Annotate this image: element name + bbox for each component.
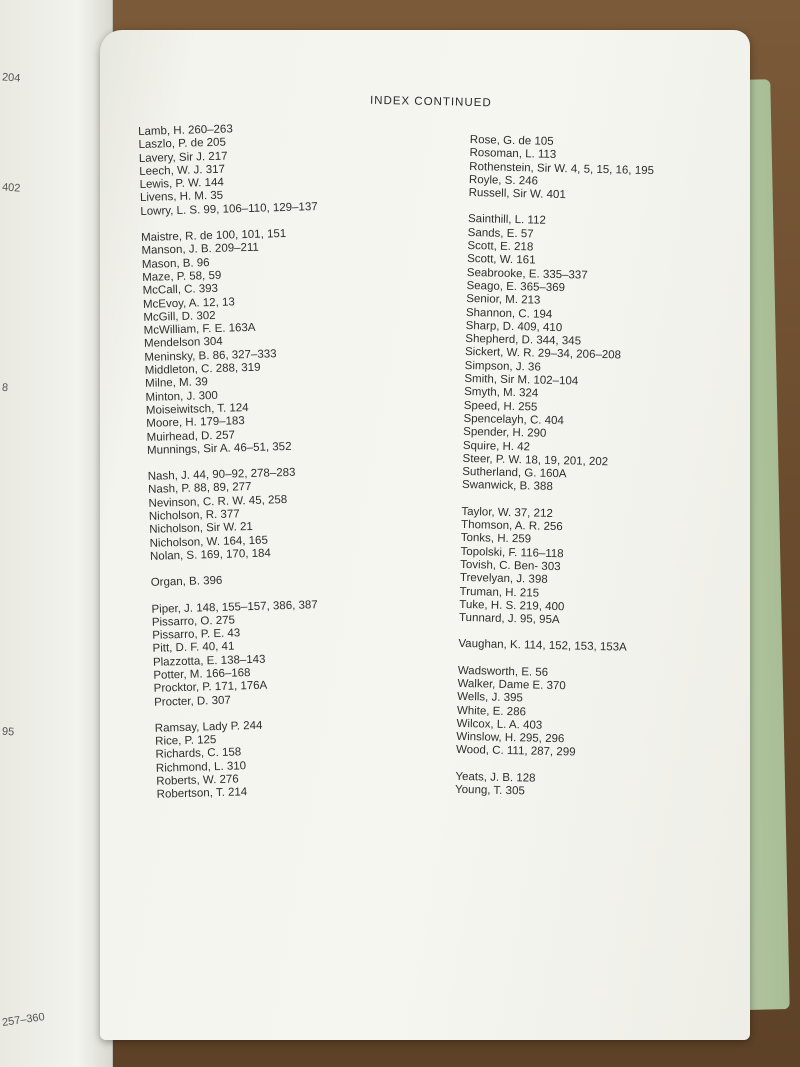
index-entry: Swanwick, B. 388	[461, 479, 553, 494]
left-page-mark: 95	[1, 725, 15, 739]
index-entry: Manson, J. B. 209–211	[141, 242, 260, 258]
index-entry: Plazzotta, E. 138–143	[152, 653, 266, 669]
index-entry: Truman, H. 215	[459, 585, 540, 600]
index-entry: Ramsay, Lady P. 244	[154, 719, 263, 735]
index-entry: Smyth, M. 324	[464, 386, 539, 400]
index-entry: Richmond, L. 310	[155, 760, 247, 775]
index-entry: Scott, W. 161	[467, 253, 536, 267]
index-entry: Livens, H. M. 35	[139, 190, 224, 205]
left-page	[0, 0, 113, 1067]
index-entry: Spencelayh, C. 404	[463, 412, 565, 428]
index-entry: Minton, J. 300	[145, 389, 218, 404]
index-entry: McGill, D. 302	[143, 309, 216, 324]
index-entry: Pissarro, P. E. 43	[152, 627, 241, 642]
index-entry: Young, T. 305	[454, 783, 525, 798]
index-letter-group	[458, 638, 643, 655]
index-entry: McWilliam, F. E. 163A	[143, 321, 256, 338]
index-entry: Nicholson, W. 164, 165	[149, 534, 269, 550]
index-entry: Sickert, W. R. 29–34, 206–208	[464, 346, 622, 362]
left-page-mark: 8	[1, 381, 9, 395]
index-entry: Tunnard, J. 95, 95A	[458, 611, 560, 627]
index-entry: Pitt, D. F. 40, 41	[152, 640, 235, 656]
index-entry: Wadsworth, E. 56	[457, 664, 549, 679]
index-entry: Nicholson, Sir W. 21	[149, 521, 253, 537]
index-entry: Procter, D. 307	[153, 694, 231, 709]
index-entry: Squire, H. 42	[462, 439, 531, 453]
index-entry: Piper, J. 148, 155–157, 386, 387	[151, 598, 318, 616]
index-entry: Shepherd, D. 344, 345	[465, 333, 582, 348]
index-column-right	[455, 134, 655, 814]
index-entry: Maistre, R. de 100, 101, 151	[140, 227, 287, 245]
index-entry: Smith, Sir M. 102–104	[464, 372, 579, 388]
index-letter-group	[151, 572, 329, 590]
index-entry: Moiseiwitsch, T. 124	[145, 401, 249, 417]
page-title: INDEX CONTINUED	[369, 94, 492, 110]
index-entry: Nicholson, R. 377	[148, 508, 240, 523]
index-letter-group	[468, 134, 654, 205]
index-entry: Walker, Dame E. 370	[457, 677, 566, 693]
index-entry: Thomson, A. R. 256	[460, 518, 563, 534]
index-entry: Lowry, L. S. 99, 106–110, 129–137	[140, 200, 318, 218]
index-entry: Tovish, C. Ben- 303	[460, 558, 561, 574]
index-entry: Yeats, J. B. 128	[455, 770, 536, 785]
index-entry: Rosoman, L. 113	[469, 147, 557, 162]
index-entry: Senior, M. 213	[466, 293, 541, 307]
index-entry: McEvoy, A. 12, 13	[142, 295, 235, 311]
index-entry: Organ, B. 396	[150, 575, 223, 590]
index-entry: Muirhead, D. 257	[146, 428, 236, 444]
index-letter-group	[459, 506, 646, 630]
index-entry: Meninsky, B. 86, 327–333	[144, 347, 277, 364]
index-entry: Procktor, P. 171, 176A	[153, 679, 268, 696]
index-entry: Mason, B. 96	[141, 256, 210, 271]
index-entry: Rice, P. 125	[155, 734, 217, 748]
index-letter-group	[455, 771, 640, 802]
index-entry: McCall, C. 393	[142, 283, 219, 298]
index-entry: Richards, C. 158	[155, 746, 242, 762]
index-entry: Wilcox, L. A. 403	[456, 717, 543, 732]
index-entry: Lavery, Sir J. 217	[138, 150, 228, 165]
index-entry: Winslow, H. 295, 296	[456, 731, 565, 746]
index-entry: Sainthill, L. 112	[467, 213, 546, 228]
index-entry: Potter, M. 166–168	[153, 667, 251, 682]
index-entry: Sharp, D. 409, 410	[465, 319, 563, 334]
index-entry: Leech, W. J. 317	[139, 163, 226, 178]
index-entry: Roberts, W. 276	[156, 773, 239, 788]
index-entry: Mendelson 304	[143, 336, 223, 351]
index-entry: Topolski, F. 116–118	[460, 545, 564, 560]
left-page-mark: 204	[1, 71, 21, 85]
index-entry: Royle, S. 246	[468, 173, 539, 188]
index-letter-group	[155, 718, 334, 803]
index-entry: Steer, P. W. 18, 19, 201, 202	[462, 452, 609, 469]
index-entry: Nolan, S. 169, 170, 184	[149, 547, 271, 563]
index-entry: Spender, H. 290	[463, 426, 547, 441]
index-entry: Vaughan, K. 114, 152, 153, 153A	[458, 638, 627, 655]
left-page-mark: 402	[1, 181, 21, 195]
index-entry: Rothenstein, Sir W. 4, 5, 15, 16, 195	[469, 160, 655, 177]
index-entry: Seabrooke, E. 335–337	[466, 266, 588, 282]
index-page	[100, 30, 750, 1040]
index-entry: Lamb, H. 260–263	[138, 123, 233, 138]
index-entry: Sands, E. 57	[467, 226, 534, 241]
index-entry: Rose, G. de 105	[469, 134, 554, 148]
index-entry: Russell, Sir W. 401	[468, 187, 566, 202]
index-entry: Nash, P. 88, 89, 277	[148, 481, 252, 497]
left-page-mark: 257–360	[1, 1011, 46, 1029]
index-entry: Moore, H. 179–183	[146, 415, 245, 431]
index-letter-group	[141, 227, 325, 458]
index-letter-group	[148, 466, 328, 564]
index-entry: Milne, M. 39	[145, 376, 208, 391]
index-entry: Speed, H. 255	[463, 399, 538, 414]
index-entry: Robertson, T. 214	[156, 786, 248, 802]
index-entry: Tuke, H. S. 219, 400	[459, 598, 565, 614]
index-column-left	[138, 121, 335, 815]
index-letter-group	[462, 213, 653, 496]
index-letter-group	[138, 121, 318, 219]
index-letter-group	[151, 598, 331, 709]
index-entry: Tonks, H. 259	[460, 532, 532, 546]
index-entry: Wells, J. 395	[457, 691, 523, 705]
index-entry: Laszlo, P. de 205	[138, 136, 227, 152]
index-entry: Scott, E. 218	[467, 240, 534, 254]
index-entry: Nevinson, C. R. W. 45, 258	[148, 493, 288, 510]
index-entry: Munnings, Sir A. 46–51, 352	[146, 440, 292, 457]
index-entry: Trevelyan, J. 398	[459, 572, 548, 587]
index-entry: Sutherland, G. 160A	[462, 466, 567, 481]
index-entry: Nash, J. 44, 90–92, 278–283	[147, 466, 296, 483]
index-entry: Simpson, J. 36	[464, 359, 541, 374]
index-entry: Wood, C. 111, 287, 299	[455, 744, 576, 760]
index-entry: Maze, P. 58, 59	[142, 269, 222, 284]
index-entry: Seago, E. 365–369	[466, 279, 566, 295]
index-entry: Pissarro, O. 275	[151, 614, 236, 629]
index-entry: Middleton, C. 288, 319	[144, 361, 261, 377]
index-entry: Shannon, C. 194	[465, 306, 553, 321]
index-entry: Lewis, P. W. 144	[139, 176, 224, 192]
index-entry: Taylor, W. 37, 212	[461, 505, 553, 520]
index-letter-group	[456, 665, 643, 762]
index-entry: White, E. 286	[456, 704, 527, 718]
